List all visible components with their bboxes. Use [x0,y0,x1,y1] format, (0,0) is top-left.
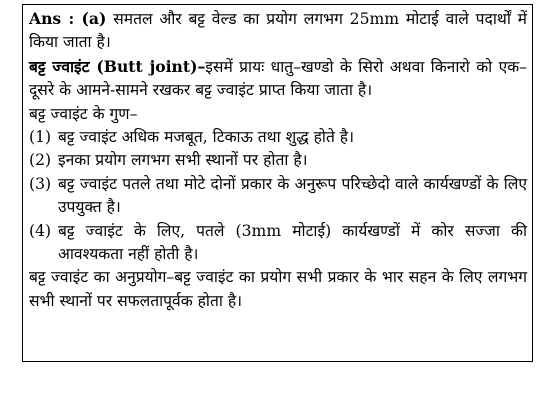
property-text: बट्ट ज्वाइंट पतले तथा मोटे दोनों प्रकार के अनुरूप परिच्छेदो वाले कार्यखण्डों के लिए उपयुक्त है। [58,174,527,217]
properties-heading: बट्ट ज्वाइंट के गुण– [29,104,138,123]
answer-box [22,4,533,362]
property-number: (1) [29,128,52,147]
property-number: (2) [29,151,52,170]
butt-joint-term: बट्ट ज्वाइंट (Butt joint)– [29,56,206,76]
property-item [29,220,527,267]
property-text: बट्ट ज्वाइंट के लिए, पतले (3mm मोटाई) कार्यखण्डों में कोर सज्जा की आवश्यकता नहीं होती है। [58,221,527,264]
property-item [29,149,527,172]
butt-joint-definition: इसमें प्रायः धातु–खण्डो के सिरो अथवा किनारो को एक–दूसरे के आमने-सामने रखकर बट्ट ज्वाइंट प्राप्त किया जाता है। [29,57,527,100]
property-text: इनका प्रयोग लगभग सभी स्थानों पर होता है। [58,151,308,170]
answer-label: Ans : (a) [29,9,107,28]
answer-text: समतल और बट्ट वेल्ड का प्रयोग लगभग 25mm मोटाई वाले पदार्थों में किया जाता है। [29,10,527,52]
property-item [29,173,527,220]
property-item [29,126,527,149]
property-text: बट्ट ज्वाइंट अधिक मजबूत, टिकाऊ तथा शुद्ध होते है। [58,128,354,147]
answer-paragraph [29,7,527,55]
application-paragraph: बट्ट ज्वाइंट का अनुप्रयोग–बट्ट ज्वाइंट का प्रयोग सभी प्रकार के भार सहन के लिए लगभग सभी स्थानों पर सफलतापूर्वक होता है। [29,268,527,310]
butt-joint-paragraph [29,55,527,103]
property-number: (3) [29,174,52,193]
property-number: (4) [29,221,52,240]
